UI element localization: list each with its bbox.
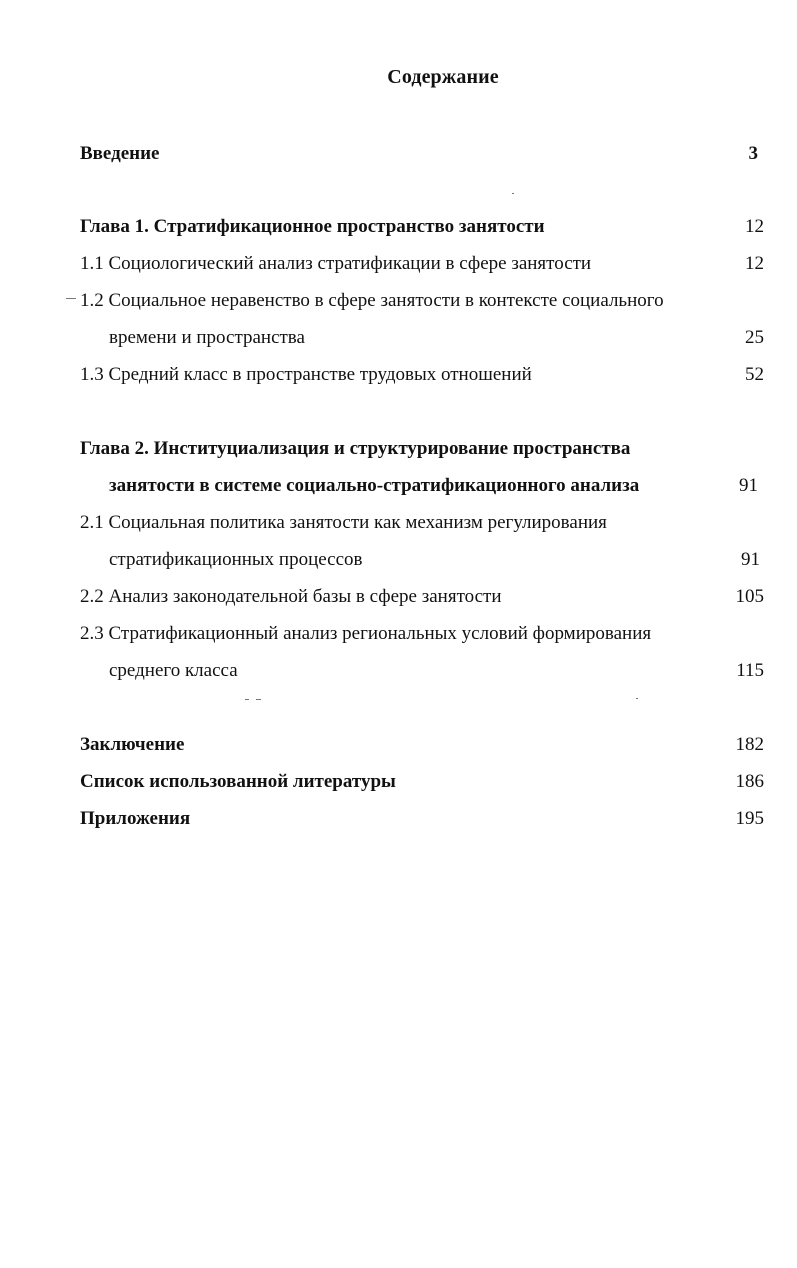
toc-entry-page: 52 xyxy=(745,364,764,385)
toc-entry-page: 3 xyxy=(748,143,758,164)
toc-entry-label: 1.3 Средний класс в пространстве трудовых отношений xyxy=(80,364,532,385)
toc-entry-continuation: среднего класса xyxy=(109,660,238,681)
scan-speck xyxy=(512,193,514,194)
scan-speck xyxy=(636,698,638,699)
toc-entry-label: 2.3 Стратификационный анализ региональных условий формирования xyxy=(80,623,652,644)
toc-entry-label: Введение xyxy=(80,143,160,164)
toc-entry-continuation: стратификационных процессов xyxy=(109,549,363,570)
toc-entry-label: Приложения xyxy=(80,808,191,829)
scan-speck xyxy=(245,699,249,700)
toc-entry-continuation: занятости в системе социально-стратификационного анализа xyxy=(109,475,640,496)
toc-title: Содержание xyxy=(387,66,499,88)
toc-entry-page: 91 xyxy=(741,549,760,570)
toc-entry-label: Глава 1. Стратификационное пространство занятости xyxy=(80,216,545,237)
toc-entry-continuation: времени и пространства xyxy=(109,327,305,348)
toc-entry-page: 12 xyxy=(745,253,764,274)
toc-entry-label: 2.1 Социальная политика занятости как механизм регулирования xyxy=(80,512,607,533)
toc-entry-page: 195 xyxy=(735,808,764,829)
toc-entry-page: 12 xyxy=(745,216,764,237)
toc-entry-page: 91 xyxy=(739,475,758,496)
toc-entry-label: Заключение xyxy=(80,734,185,755)
toc-entry-label: 1.2 Социальное неравенство в сфере занятости в контексте социального xyxy=(80,290,664,311)
toc-entry-label: Список использованной литературы xyxy=(80,771,396,792)
scan-speck xyxy=(256,699,261,700)
toc-entry-label: 1.1 Социологический анализ стратификации в сфере занятости xyxy=(80,253,592,274)
toc-entry-label: 2.2 Анализ законодательной базы в сфере занятости xyxy=(80,586,502,607)
toc-entry-page: 25 xyxy=(745,327,764,348)
toc-entry-page: 105 xyxy=(735,586,764,607)
scan-speck xyxy=(66,298,76,299)
toc-entry-page: 115 xyxy=(736,660,764,681)
toc-entry-page: 182 xyxy=(735,734,764,755)
toc-entry-label: Глава 2. Институциализация и структурирование пространства xyxy=(80,438,631,459)
toc-entry-page: 186 xyxy=(735,771,764,792)
